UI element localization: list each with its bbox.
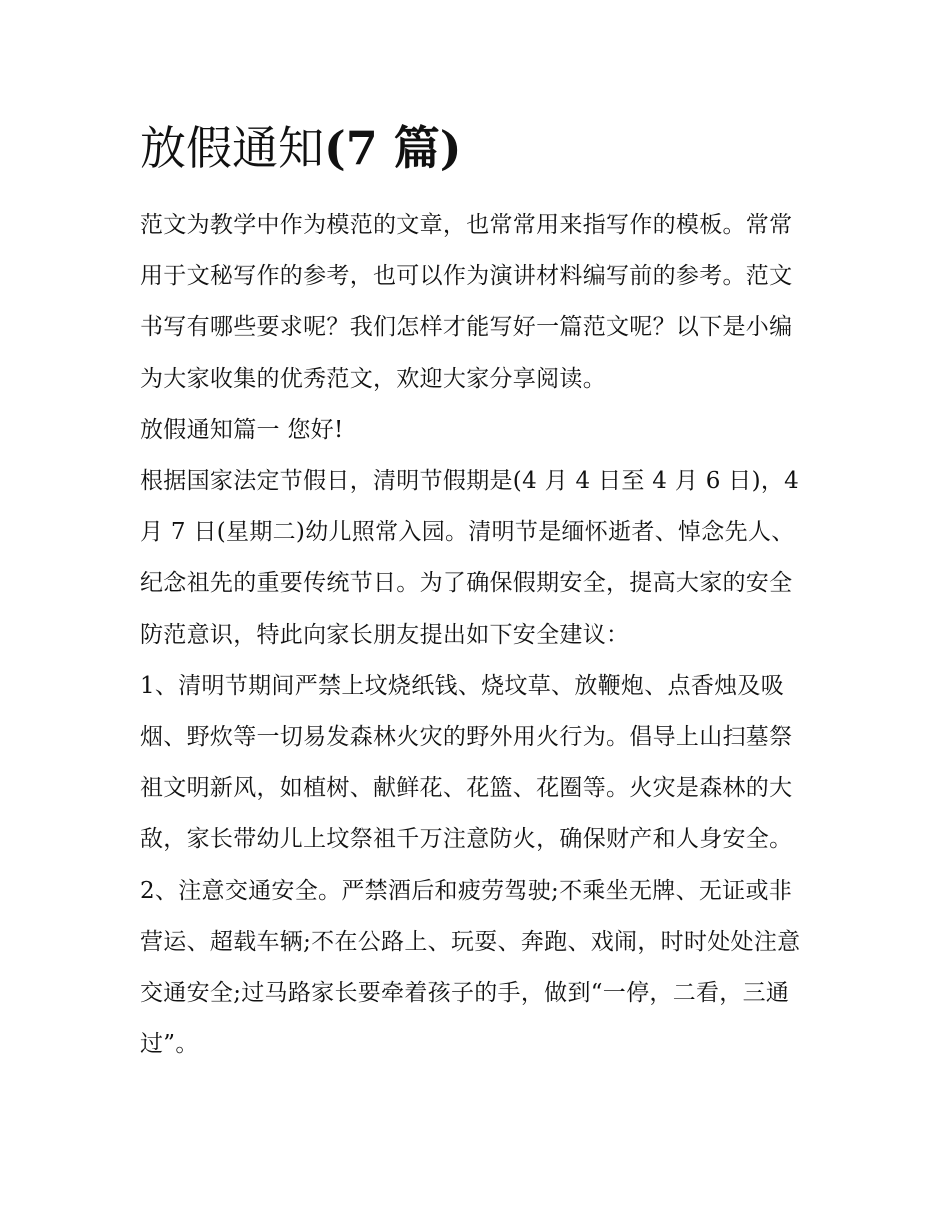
- intro-paragraph: 范文为教学中作为模范的文章，也常常用来指写作的模板。常常用于文秘写作的参考，也可以作为演讲材料编写前的参考。范文书写有哪些要求呢？我们怎样才能写好一篇范文呢？以下是小编为大家收集的优秀范文，欢迎大家分享阅读。: [140, 212, 793, 392]
- notice-paragraph: 根据国家法定节假日，清明节假期是(4 月 4 日至 4 月 6 日)，4 月 7 日(星期二)幼儿照常入园。清明节是缅怀逝者、悼念先人、纪念祖先的重要传统节日。为了确保假期安全，提高大家的安全防范意识，特此向家长朋友提出如下安全建议：: [140, 468, 800, 648]
- safety-item-2: 2、注意交通安全。严禁酒后和疲劳驾驶;不乘坐无牌、无证或非营运、超载车辆;不在公路上、玩耍、奔跑、戏闹，时时处处注意交通安全;过马路家长要牵着孩子的手，做到“一停，二看，三通过”。: [140, 877, 801, 1058]
- safety-item-1: 1、清明节期间严禁上坟烧纸钱、烧坟草、放鞭炮、点香烛及吸烟、野炊等一切易发森林火灾的野外用火行为。倡导上山扫墓祭祖文明新风，如植树、献鲜花、花篮、花圈等。火灾是森林的大敌，家长带幼儿上坟祭祖千万注意防火，确保财产和人身安全。: [140, 672, 793, 853]
- document-body: [140, 200, 812, 1070]
- title-suffix: (7 篇): [324, 121, 462, 175]
- page-title: [140, 112, 820, 184]
- section-heading: 放假通知篇一 您好!: [140, 416, 344, 443]
- title-main: 放假通知: [140, 121, 324, 175]
